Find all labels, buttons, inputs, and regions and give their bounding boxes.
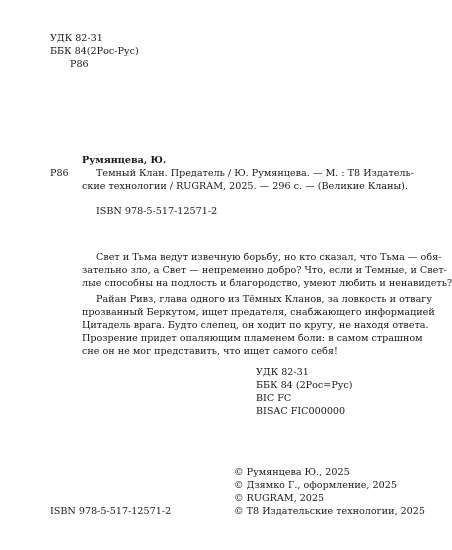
footer-isbn: ISBN 978-5-517-12571-2 bbox=[50, 506, 172, 517]
annotation-line: Прозрение придет опаляющим пламенем боли: в самом страшном bbox=[82, 333, 423, 344]
record-line-2: ские технологии / RUGRAM, 2025. — 296 с. — (Великие Кланы). bbox=[82, 181, 408, 192]
bisac-code: BISAC FIC000000 bbox=[256, 406, 346, 417]
copyright-line: © Дзямко Г., оформление, 2025 bbox=[234, 480, 397, 491]
annotation-line: Свет и Тьма ведут извечную борьбу, но кто сказал, что Тьма — обя- bbox=[96, 252, 442, 263]
annotation-line: зательно зло, а Свет — непременно добро? Что, если и Темные, и Свет- bbox=[82, 265, 447, 276]
record-isbn: ISBN 978-5-517-12571-2 bbox=[96, 206, 218, 217]
copyright-line: © RUGRAM, 2025 bbox=[234, 493, 325, 504]
record-line-1: Темный Клан. Предатель / Ю. Румянцева. — М. : Т8 Издатель- bbox=[96, 168, 414, 179]
bbk-code-2: ББК 84 (2Рос=Рус) bbox=[256, 380, 353, 391]
bbk-code: ББК 84(2Рос-Рус) bbox=[50, 46, 139, 57]
author-heading: Румянцева, Ю. bbox=[82, 155, 167, 166]
annotation-line: Цитадель врага. Будто слепец, он ходит по кругу, не находя ответа. bbox=[82, 320, 429, 331]
annotation-line: прозванный Беркутом, ищет предателя, снабжающего информацией bbox=[82, 307, 435, 318]
record-author-mark: Р86 bbox=[50, 168, 69, 179]
annotation-line: сне он не мог представить, что ищет самого себя! bbox=[82, 346, 338, 357]
udk-code: УДК 82-31 bbox=[50, 33, 103, 44]
author-mark: Р86 bbox=[70, 59, 89, 70]
copyright-line: © Румянцева Ю., 2025 bbox=[234, 467, 350, 478]
bic-code: BIC FC bbox=[256, 393, 292, 404]
udk-code-2: УДК 82-31 bbox=[256, 367, 309, 378]
annotation-line: Райан Ривз, глава одного из Тёмных Кланов, за ловкость и отвагу bbox=[96, 294, 432, 305]
annotation-line: лые способны на подлость и благородство, умеют любить и ненавидеть? bbox=[82, 278, 452, 289]
copyright-line: © Т8 Издательские технологии, 2025 bbox=[234, 506, 425, 517]
